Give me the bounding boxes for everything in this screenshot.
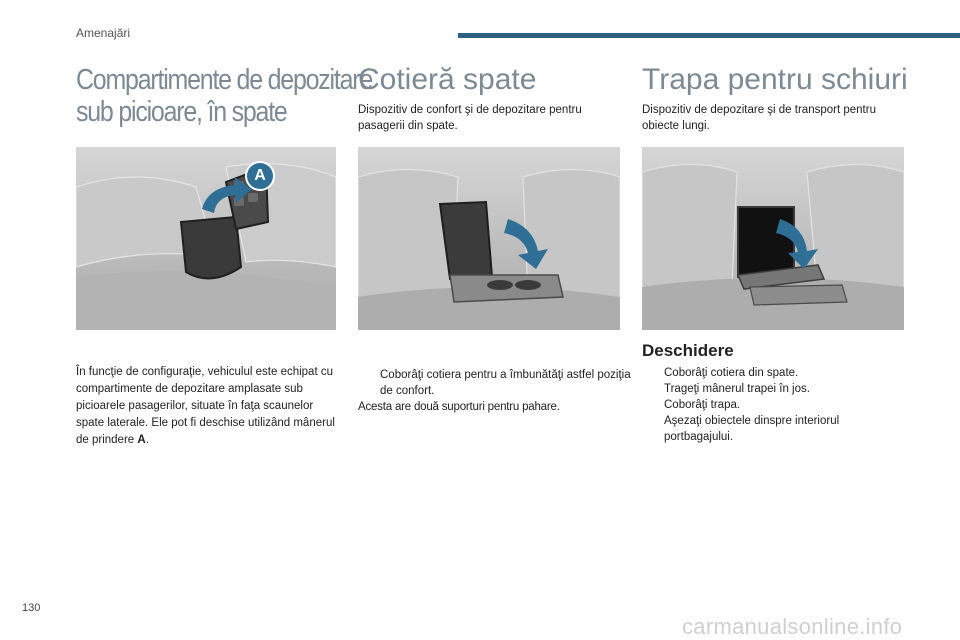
opening-steps [642, 365, 904, 445]
title-rear-armrest: Cotieră spate [358, 63, 537, 96]
ski-hatch-intro: Dispozitiv de depozitare şi de transport pentru obiecte lungi. [642, 104, 876, 132]
title-ski-hatch: Trapa pentru schiuri [642, 63, 908, 96]
armrest-bullet: Coborâţi cotiera pentru a îmbunătăţi astfel poziţia de confort. [380, 369, 631, 397]
photo-underfoot-storage [76, 147, 336, 330]
photo-ski-hatch [642, 147, 904, 330]
armrest-note: Acesta are două suporturi pentru pahare. [358, 401, 560, 413]
header-bar [458, 33, 960, 38]
photo-rear-armrest [358, 147, 620, 330]
subhead-opening: Deschidere [642, 341, 734, 360]
storage-description: În funcţie de configuraţie, vehiculul este echipat cu compartimente de depozitare amplasate sub picioarele pasagerilor, situate în faţa scaunelor spate laterale. Ele pot fi deschise utilizând mânerul de prindere A. [76, 366, 335, 446]
armrest-intro: Dispozitiv de confort şi de depozitare pentru pasagerii din spate. [358, 104, 582, 132]
opening-step: Coborâţi trapa. [664, 399, 741, 411]
title-storage-line2: sub picioare, în spate [76, 96, 287, 128]
opening-step: Aşezaţi obiectele dinspre interiorul portbagajului. [664, 415, 840, 443]
opening-step: Coborâţi cotiera din spate. [664, 367, 799, 379]
title-storage-line1: Compartimente de depozitare [76, 64, 373, 96]
page-number: 130 [22, 602, 41, 614]
watermark: carmanualsonline.info [682, 614, 903, 639]
callout-a-badge: A [245, 161, 275, 191]
section-label: Amenajări [76, 26, 131, 40]
opening-step: Trageţi mânerul trapei în jos. [664, 383, 810, 395]
